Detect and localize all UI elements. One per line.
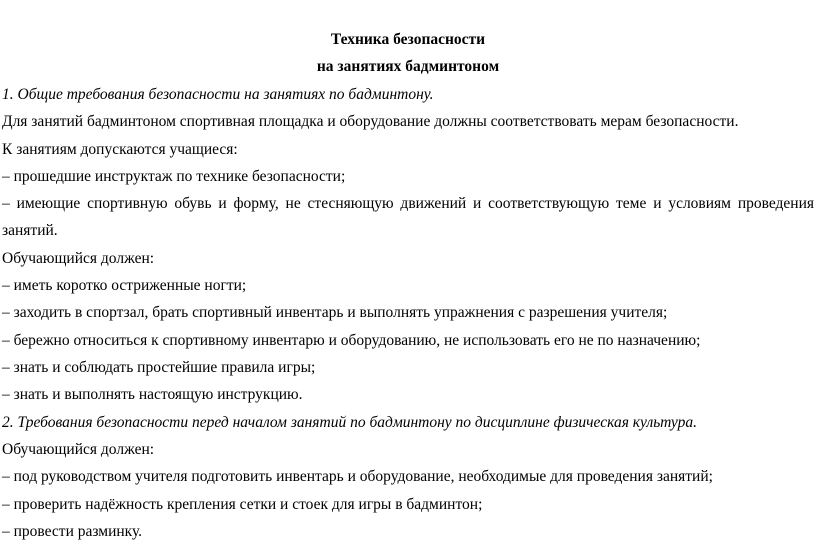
section-1-bullet-2-continuation: занятий. (2, 222, 58, 239)
section-1-bullet-6: – знать и соблюдать простейшие правила игры; (2, 359, 316, 376)
section-1-bullet-4: – заходить в спортзал, брать спортивный инвентарь и выполнять упражнения с разрешения учителя; (2, 304, 668, 321)
section-1-paragraph-2: К занятиям допускаются учащиеся: (2, 141, 238, 158)
document-title-line-2: на занятиях бадминтоном (316, 58, 500, 75)
section-2-bullet-2: – проверить надёжность крепления сетки и стоек для игры в бадминтон; (2, 496, 483, 513)
section-1-bullet-2: – имеющие спортивную обувь и форму, не стесняющую движений и соответствующую теме и условиям проведения (2, 195, 814, 212)
section-1-paragraph-1: Для занятий бадминтоном спортивная площадка и оборудование должны соответствовать мерам безопасности. (2, 113, 739, 130)
section-2-bullet-3: – провести разминку. (2, 523, 143, 540)
section-1-bullet-5: – бережно относиться к спортивному инвентарю и оборудованию, не использовать его не по назначению; (2, 332, 701, 349)
section-1-bullet-3: – иметь коротко остриженные ногти; (2, 277, 247, 294)
section-1-paragraph-3: Обучающийся должен: (2, 250, 155, 267)
document-title-line-1: Техника безопасности (330, 31, 486, 48)
section-2-paragraph-1: Обучающийся должен: (2, 441, 155, 458)
section-1-heading: 1. Общие требования безопасности на занятиях по бадминтону. (2, 86, 434, 103)
section-1-bullet-1: – прошедшие инструктаж по технике безопасности; (2, 168, 346, 185)
section-2-bullet-1: – под руководством учителя подготовить инвентарь и оборудование, необходимые для проведения занятий; (2, 468, 713, 485)
section-2-heading: 2. Требования безопасности перед началом занятий по бадминтону по дисциплине физическая культура. (2, 414, 697, 431)
section-1-bullet-7: – знать и выполнять настоящую инструкцию. (2, 386, 303, 403)
